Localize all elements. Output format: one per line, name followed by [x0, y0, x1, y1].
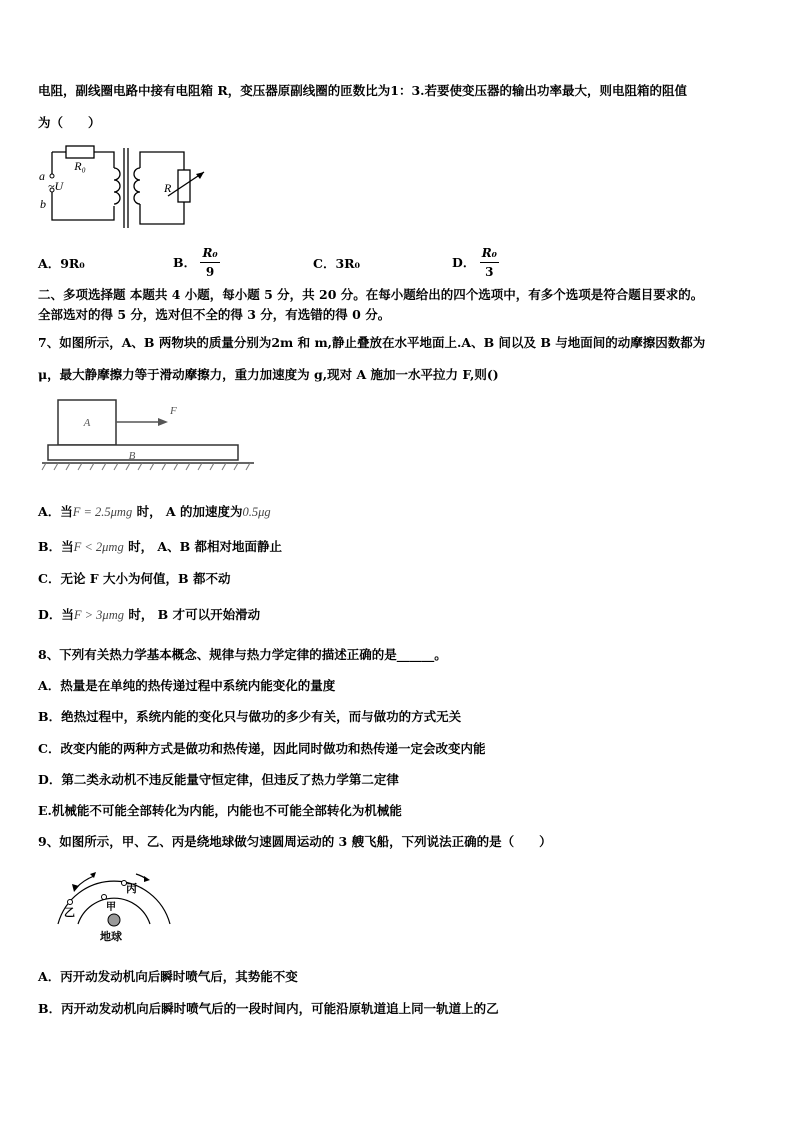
block-b-label: B [128, 450, 136, 462]
orbits-figure [52, 862, 182, 946]
q7-stem-line1: 7、如图所示，A、B 两物块的质量分别为2m 和 m,静止叠放在水平地面上.A、B 间以及 B 与地面间的动摩擦因数都为 [38, 335, 706, 350]
q8-option-c: C．改变内能的两种方式是做功和热传递，因此同时做功和热传递一定会改变内能 [38, 741, 486, 756]
q9-stem: 9、如图所示，甲、乙、丙是绕地球做匀速圆周运动的 3 艘飞船，下列说法正确的是（ ） [38, 834, 552, 849]
q8-option-a: A．热量是在单纯的热传递过程中系统内能变化的量度 [38, 678, 336, 693]
q8-option-b: B．绝热过程中，系统内能的变化只与做功的多少有关，而与做功的方式无关 [38, 709, 462, 724]
q7-stem-line2: μ，最大静摩擦力等于滑动摩擦力，重力加速度为 g,现对 A 施加一水平拉力 F,则() [38, 367, 499, 382]
earth-label: 地球 [100, 931, 122, 943]
q7-option-a: A．当F = 2.5μmg 时， A 的加速度为0.5μg [38, 504, 271, 519]
block-a-label: A [83, 417, 91, 429]
q6-option-c: C．3R₀ [313, 256, 361, 271]
terminal-b-label: b [40, 197, 46, 211]
q7-option-b: B．当F < 2μmg 时， A、B 都相对地面静止 [38, 539, 283, 554]
section2-heading-line1: 二、多项选择题 本题共 4 小题，每小题 5 分，共 20 分。在每小题给出的四个选项中，有多个选项是符合题目要求的。 [38, 287, 704, 302]
section2-heading-line2: 全部选对的得 5 分，选对但不全的得 3 分，有选错的得 0 分。 [38, 307, 391, 322]
fraction-r0-over-3: $\frac{\text{R₀}}{3}$ [481, 246, 497, 279]
terminal-a-label: a [39, 169, 45, 183]
q8-option-d: D．第二类永动机不违反能量守恒定律，但违反了热力学第二定律 [38, 772, 399, 787]
q7-option-c: C．无论 F 大小为何值，B 都不动 [38, 571, 231, 586]
q6-stem-line2: 为（ ） [38, 115, 101, 130]
resistor-box-label: R [164, 181, 172, 195]
q6-stem-line1: 电阻，副线圈电路中接有电阻箱 R，变压器原副线圈的匝数比为1：3.若要使变压器的输出功率最大，则电阻箱的阻值 [38, 83, 687, 98]
source-u-label: ~U [48, 179, 64, 193]
blocks-on-ground-figure [40, 392, 260, 476]
q6-option-b: B． $\frac{\text{R₀}}{9}$ [173, 246, 218, 279]
q9-option-b: B．丙开动发动机向后瞬时喷气后的一段时间内，可能沿原轨道追上同一轨道上的乙 [38, 1001, 499, 1016]
q9-option-a: A．丙开动发动机向后瞬时喷气后，其势能不变 [38, 969, 298, 984]
q7-option-d: D．当F > 3μmg 时， B 才可以开始滑动 [38, 607, 261, 622]
q6-option-d: D． $\frac{\text{R₀}}{3}$ [452, 246, 497, 279]
ship-yi-label: 乙 [64, 907, 75, 919]
transformer-circuit-figure [36, 144, 216, 234]
ship-jia-label: 甲 [106, 902, 116, 913]
r0-label: R₀ [74, 159, 86, 173]
q6-option-a: A．9R₀ [38, 256, 85, 271]
q8-stem: 8、下列有关热力学基本概念、规律与热力学定律的描述正确的是______。 [38, 647, 447, 662]
q8-option-e: E.机械能不可能全部转化为内能，内能也不可能全部转化为机械能 [38, 803, 402, 818]
fraction-r0-over-9: $\frac{\text{R₀}}{9}$ [202, 246, 218, 279]
force-f-label: F [170, 405, 177, 417]
ship-bing-label: 丙 [126, 883, 137, 895]
